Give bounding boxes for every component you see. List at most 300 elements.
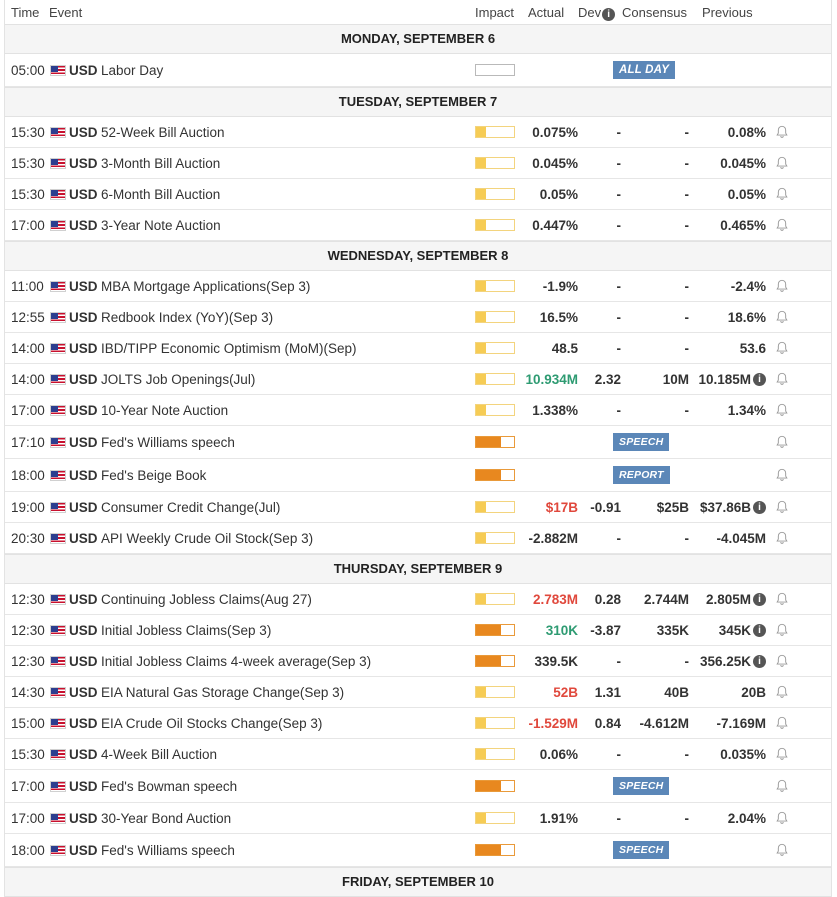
bell-icon[interactable] [775, 468, 789, 482]
impact-bar [475, 373, 515, 385]
bell-icon[interactable] [775, 372, 789, 386]
impact-bar [475, 844, 515, 856]
consensus-value: - [684, 653, 689, 669]
event-time: 15:00 [11, 715, 45, 731]
bell-icon[interactable] [775, 341, 789, 355]
impact-bar [475, 64, 515, 76]
deviation-value: 1.31 [594, 684, 621, 700]
event-type-badge: REPORT [613, 466, 670, 484]
info-icon[interactable]: i [602, 8, 615, 21]
actual-value: 0.05% [539, 186, 578, 202]
currency: USD [69, 499, 98, 515]
impact-cell [475, 523, 515, 553]
consensus-value: 2.744M [643, 591, 689, 607]
bell-icon[interactable] [775, 435, 789, 449]
alert-cell [775, 834, 789, 866]
info-icon[interactable]: i [753, 501, 766, 514]
impact-bar [475, 157, 515, 169]
table-row[interactable] [5, 739, 831, 770]
deviation-value: - [616, 402, 621, 418]
consensus-value: - [684, 124, 689, 140]
bell-icon[interactable] [775, 279, 789, 293]
currency: USD [69, 591, 98, 607]
previous-value: $37.86B i [700, 492, 766, 522]
deviation-value: - [616, 124, 621, 140]
us-flag-icon [50, 502, 66, 513]
us-flag-icon [50, 343, 66, 354]
consensus-value: - [684, 278, 689, 294]
table-header [5, 0, 831, 24]
event-time: 14:00 [11, 340, 45, 356]
table-row[interactable] [5, 148, 831, 179]
event-name[interactable]: EIA Natural Gas Storage Change(Sep 3) [101, 684, 345, 700]
event-name[interactable]: 10-Year Note Auction [101, 402, 229, 418]
table-row[interactable] [5, 834, 831, 867]
header-time[interactable]: Time [11, 5, 40, 20]
event-time: 18:00 [11, 842, 45, 858]
event-name[interactable]: 30-Year Bond Auction [101, 810, 232, 826]
alert-cell [775, 677, 789, 707]
event-name[interactable]: MBA Mortgage Applications(Sep 3) [101, 278, 311, 294]
currency: USD [69, 778, 98, 794]
us-flag-icon [50, 189, 66, 200]
table-row[interactable] [5, 271, 831, 302]
consensus-value: -4.612M [639, 715, 689, 731]
event-name[interactable]: JOLTS Job Openings(Jul) [101, 371, 256, 387]
flag-cell [50, 739, 66, 769]
event-name[interactable]: Labor Day [101, 62, 164, 78]
actual-value: 1.338% [532, 402, 578, 418]
currency: USD [69, 810, 98, 826]
currency: USD [69, 155, 98, 171]
previous-value: 0.045% [720, 155, 766, 171]
currency: USD [69, 530, 98, 546]
flag-cell [50, 426, 66, 458]
event-time: 15:30 [11, 746, 45, 762]
us-flag-icon [50, 405, 66, 416]
event-time: 17:00 [11, 778, 45, 794]
actual-value: 310K [545, 622, 578, 638]
currency: USD [69, 371, 98, 387]
event-name[interactable]: Redbook Index (YoY)(Sep 3) [101, 309, 274, 325]
currency: USD [69, 340, 98, 356]
event-name[interactable]: Initial Jobless Claims(Sep 3) [101, 622, 272, 638]
alert-cell [775, 179, 789, 209]
currency: USD [69, 186, 98, 202]
table-row[interactable] [5, 523, 831, 554]
impact-cell [475, 708, 515, 738]
us-flag-icon [50, 718, 66, 729]
impact-bar [475, 655, 515, 667]
bell-icon[interactable] [775, 716, 789, 730]
event-time: 17:00 [11, 810, 45, 826]
flag-cell [50, 803, 66, 833]
event-name[interactable]: 3-Year Note Auction [101, 217, 221, 233]
impact-cell [475, 677, 515, 707]
table-row[interactable] [5, 333, 831, 364]
event-time: 15:30 [11, 155, 45, 171]
event-name[interactable]: Fed's Beige Book [101, 467, 207, 483]
table-row[interactable] [5, 210, 831, 241]
currency: USD [69, 653, 98, 669]
currency: USD [69, 434, 98, 450]
impact-cell [475, 302, 515, 332]
alert-cell [775, 615, 789, 645]
event-name[interactable]: 3-Month Bill Auction [101, 155, 221, 171]
table-row[interactable] [5, 364, 831, 395]
event-type-badge: SPEECH [613, 841, 669, 859]
flag-cell [50, 54, 66, 86]
previous-value: 53.6 [739, 340, 766, 356]
impact-cell [475, 179, 515, 209]
impact-cell [475, 803, 515, 833]
us-flag-icon [50, 437, 66, 448]
bell-icon[interactable] [775, 156, 789, 170]
bell-icon[interactable] [775, 623, 789, 637]
flag-cell [50, 148, 66, 178]
badge-cell [613, 54, 675, 86]
flag-cell [50, 459, 66, 491]
consensus-value: - [684, 402, 689, 418]
table-row[interactable] [5, 584, 831, 615]
deviation-value: - [616, 530, 621, 546]
bell-icon[interactable] [775, 747, 789, 761]
event-name[interactable]: Fed's Williams speech [101, 434, 235, 450]
impact-cell [475, 210, 515, 240]
impact-bar [475, 342, 515, 354]
us-flag-icon [50, 594, 66, 605]
flag-cell [50, 770, 66, 802]
us-flag-icon [50, 749, 66, 760]
badge-cell [613, 770, 669, 802]
alert-cell [775, 646, 789, 676]
table-row[interactable] [5, 615, 831, 646]
calendar-body [5, 24, 831, 897]
consensus-value: 335K [656, 622, 689, 638]
event-time: 14:30 [11, 684, 45, 700]
impact-bar [475, 780, 515, 792]
currency: USD [69, 309, 98, 325]
us-flag-icon [50, 687, 66, 698]
deviation-value: - [616, 653, 621, 669]
us-flag-icon [50, 845, 66, 856]
flag-cell [50, 179, 66, 209]
header-dev-label: Dev [578, 5, 602, 20]
badge-cell [613, 459, 670, 491]
consensus-value: - [684, 340, 689, 356]
deviation-value: -0.91 [590, 499, 621, 515]
bell-icon[interactable] [775, 654, 789, 668]
us-flag-icon [50, 813, 66, 824]
actual-value: 0.045% [532, 155, 578, 171]
previous-value: 345K i [719, 615, 766, 645]
bell-icon[interactable] [775, 811, 789, 825]
impact-cell [475, 54, 515, 86]
us-flag-icon [50, 127, 66, 138]
consensus-value: 40B [664, 684, 689, 700]
alert-cell [775, 584, 789, 614]
impact-bar [475, 624, 515, 636]
impact-cell [475, 584, 515, 614]
bell-icon[interactable] [775, 685, 789, 699]
flag-cell [50, 333, 66, 363]
alert-cell [775, 492, 789, 522]
consensus-value: - [684, 186, 689, 202]
previous-value: -4.045M [716, 530, 766, 546]
impact-cell [475, 646, 515, 676]
bell-icon[interactable] [775, 218, 789, 232]
impact-bar [475, 532, 515, 544]
deviation-value: - [616, 217, 621, 233]
flag-cell [50, 210, 66, 240]
bell-icon[interactable] [775, 592, 789, 606]
actual-value: -1.529M [528, 715, 578, 731]
impact-bar [475, 188, 515, 200]
event-name[interactable]: 4-Week Bill Auction [101, 746, 218, 762]
event-name[interactable]: Continuing Jobless Claims(Aug 27) [101, 591, 312, 607]
table-row[interactable] [5, 459, 831, 492]
event-name[interactable]: Fed's Williams speech [101, 842, 235, 858]
bell-icon[interactable] [775, 779, 789, 793]
actual-value: -1.9% [542, 278, 578, 294]
table-row[interactable] [5, 708, 831, 739]
impact-bar [475, 311, 515, 323]
day-header: WEDNESDAY, SEPTEMBER 8 [5, 241, 831, 271]
table-row[interactable] [5, 803, 831, 834]
impact-bar [475, 219, 515, 231]
previous-value: 356.25K i [700, 646, 766, 676]
impact-cell [475, 148, 515, 178]
day-header: TUESDAY, SEPTEMBER 7 [5, 87, 831, 117]
table-row[interactable] [5, 677, 831, 708]
currency: USD [69, 62, 98, 78]
event-time: 11:00 [11, 278, 44, 294]
impact-bar [475, 126, 515, 138]
consensus-value: - [684, 155, 689, 171]
previous-value: 2.04% [727, 810, 766, 826]
deviation-value: - [616, 810, 621, 826]
previous-value: 0.05% [727, 186, 766, 202]
table-row[interactable] [5, 54, 831, 87]
us-flag-icon [50, 656, 66, 667]
event-name[interactable]: Fed's Bowman speech [101, 778, 238, 794]
event-time: 12:30 [11, 591, 45, 607]
deviation-value: 0.28 [594, 591, 621, 607]
event-name[interactable]: API Weekly Crude Oil Stock(Sep 3) [101, 530, 314, 546]
currency: USD [69, 715, 98, 731]
us-flag-icon [50, 781, 66, 792]
flag-cell [50, 302, 66, 332]
impact-bar [475, 469, 515, 481]
table-row[interactable] [5, 492, 831, 523]
bell-icon[interactable] [775, 843, 789, 857]
table-row[interactable] [5, 395, 831, 426]
event-name[interactable]: IBD/TIPP Economic Optimism (MoM)(Sep) [101, 340, 357, 356]
us-flag-icon [50, 470, 66, 481]
event-time: 05:00 [11, 62, 45, 78]
alert-cell [775, 708, 789, 738]
impact-bar [475, 686, 515, 698]
event-name[interactable]: EIA Crude Oil Stocks Change(Sep 3) [101, 715, 323, 731]
alert-cell [775, 803, 789, 833]
currency: USD [69, 402, 98, 418]
impact-bar [475, 812, 515, 824]
event-type-badge: SPEECH [613, 777, 669, 795]
header-previous[interactable]: Previous [702, 5, 753, 20]
flag-cell [50, 492, 66, 522]
day-header: FRIDAY, SEPTEMBER 10 [5, 867, 831, 897]
event-type-badge: SPEECH [613, 433, 669, 451]
flag-cell [50, 364, 66, 394]
alert-cell [775, 333, 789, 363]
flag-cell [50, 834, 66, 866]
flag-cell [50, 708, 66, 738]
bell-icon[interactable] [775, 125, 789, 139]
info-icon[interactable]: i [753, 593, 766, 606]
table-row[interactable] [5, 117, 831, 148]
badge-cell [613, 426, 669, 458]
consensus-value: - [684, 530, 689, 546]
bell-icon[interactable] [775, 403, 789, 417]
currency: USD [69, 842, 98, 858]
consensus-value: - [684, 746, 689, 762]
deviation-value: - [616, 186, 621, 202]
flag-cell [50, 271, 66, 301]
day-header: THURSDAY, SEPTEMBER 9 [5, 554, 831, 584]
actual-value: 0.075% [532, 124, 578, 140]
header-actual[interactable]: Actual [528, 5, 565, 20]
flag-cell [50, 646, 66, 676]
table-row[interactable] [5, 179, 831, 210]
impact-cell [475, 364, 515, 394]
actual-value: 16.5% [539, 309, 578, 325]
currency: USD [69, 467, 98, 483]
impact-cell [475, 117, 515, 147]
deviation-value: - [616, 746, 621, 762]
currency: USD [69, 217, 98, 233]
consensus-value: 10M [662, 371, 689, 387]
event-type-badge: ALL DAY [613, 61, 675, 79]
event-time: 15:30 [11, 124, 45, 140]
table-row[interactable] [5, 770, 831, 803]
consensus-value: - [684, 309, 689, 325]
table-row[interactable] [5, 426, 831, 459]
info-icon[interactable]: i [753, 655, 766, 668]
event-time: 18:00 [11, 467, 45, 483]
impact-bar [475, 593, 515, 605]
event-time: 12:55 [11, 309, 45, 325]
actual-value: 52B [553, 684, 578, 700]
event-time: 14:00 [11, 371, 45, 387]
us-flag-icon [50, 533, 66, 544]
table-row[interactable] [5, 646, 831, 677]
alert-cell [775, 770, 789, 802]
flag-cell [50, 615, 66, 645]
impact-cell [475, 426, 515, 458]
impact-cell [475, 459, 515, 491]
event-time: 12:30 [11, 653, 45, 669]
alert-cell [775, 426, 789, 458]
bell-icon[interactable] [775, 310, 789, 324]
info-icon[interactable]: i [753, 373, 766, 386]
deviation-value: - [616, 155, 621, 171]
header-consensus[interactable]: Consensus [622, 5, 688, 20]
info-icon[interactable]: i [753, 624, 766, 637]
header-event[interactable]: Event [49, 5, 83, 20]
actual-value: 0.06% [539, 746, 578, 762]
bell-icon[interactable] [775, 531, 789, 545]
deviation-value: 2.32 [594, 371, 621, 387]
currency: USD [69, 124, 98, 140]
currency: USD [69, 684, 98, 700]
currency: USD [69, 746, 98, 762]
impact-cell [475, 333, 515, 363]
alert-cell [775, 210, 789, 240]
impact-cell [475, 770, 515, 802]
currency: USD [69, 278, 98, 294]
event-name[interactable]: 6-Month Bill Auction [101, 186, 221, 202]
deviation-value: - [616, 340, 621, 356]
deviation-value: - [616, 309, 621, 325]
actual-value: 1.91% [539, 810, 578, 826]
header-dev[interactable] [578, 5, 615, 21]
us-flag-icon [50, 158, 66, 169]
bell-icon[interactable] [775, 187, 789, 201]
previous-value: 0.035% [720, 746, 766, 762]
event-time: 17:10 [11, 434, 45, 450]
event-name[interactable]: Consumer Credit Change(Jul) [101, 499, 281, 515]
impact-bar [475, 404, 515, 416]
header-impact[interactable]: Impact [475, 5, 515, 20]
previous-value: 1.34% [727, 402, 766, 418]
us-flag-icon [50, 281, 66, 292]
deviation-value: -3.87 [590, 622, 621, 638]
alert-cell [775, 459, 789, 491]
alert-cell [775, 271, 789, 301]
deviation-value: - [616, 278, 621, 294]
event-name[interactable]: 52-Week Bill Auction [101, 124, 225, 140]
alert-cell [775, 364, 789, 394]
previous-value: 0.08% [727, 124, 766, 140]
alert-cell [775, 395, 789, 425]
impact-bar [475, 717, 515, 729]
event-name[interactable]: Initial Jobless Claims 4-week average(Sep 3) [101, 653, 372, 669]
flag-cell [50, 584, 66, 614]
actual-value: 339.5K [534, 653, 578, 669]
day-header: MONDAY, SEPTEMBER 6 [5, 24, 831, 54]
event-time: 17:00 [11, 402, 45, 418]
actual-value: 10.934M [525, 371, 578, 387]
consensus-value: $25B [656, 499, 689, 515]
table-row[interactable] [5, 302, 831, 333]
alert-cell [775, 117, 789, 147]
event-time: 15:30 [11, 186, 45, 202]
us-flag-icon [50, 312, 66, 323]
previous-value: -7.169M [716, 715, 766, 731]
bell-icon[interactable] [775, 500, 789, 514]
previous-value: -2.4% [730, 278, 766, 294]
flag-cell [50, 523, 66, 553]
impact-cell [475, 271, 515, 301]
actual-value: 48.5 [551, 340, 578, 356]
impact-bar [475, 436, 515, 448]
previous-value: 2.805M i [706, 584, 766, 614]
alert-cell [775, 302, 789, 332]
impact-cell [475, 395, 515, 425]
us-flag-icon [50, 374, 66, 385]
consensus-value: - [684, 810, 689, 826]
alert-cell [775, 148, 789, 178]
